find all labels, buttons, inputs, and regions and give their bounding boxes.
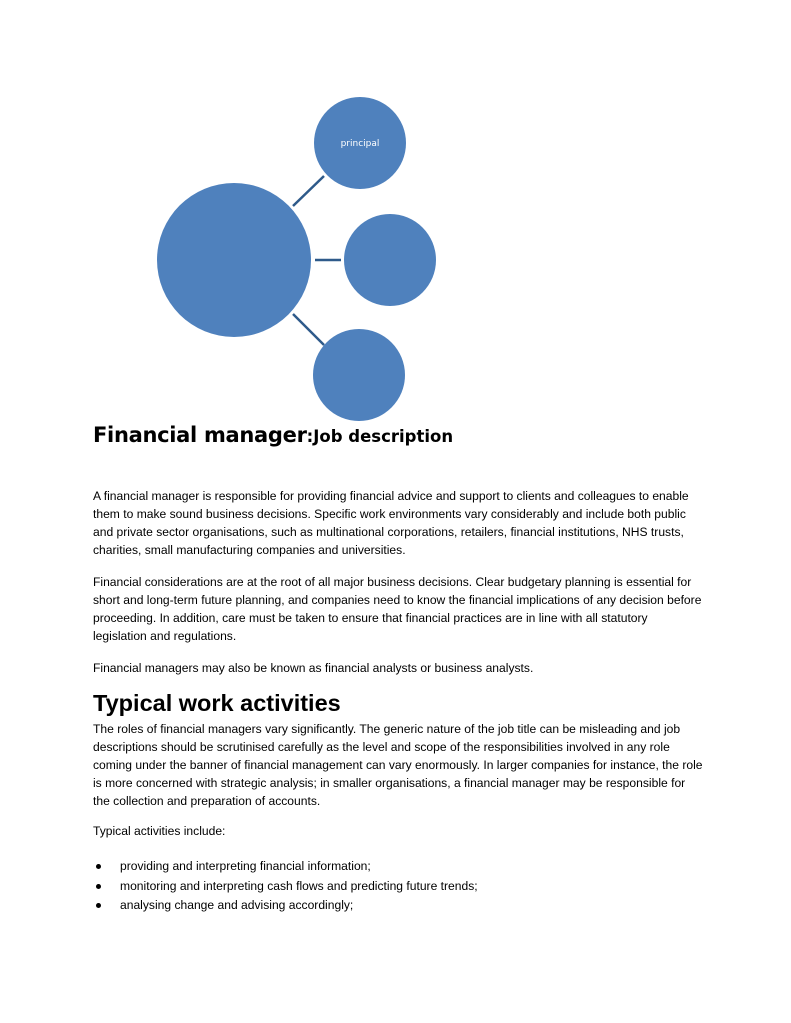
list-item: [93, 857, 703, 877]
page-title: [93, 423, 453, 447]
intro-paragraph: A financial manager is responsible for providing financial advice and support to clients and colleagues to enable them to make sound business decisions. Specific work environments vary considerably and include both public and private sector organisations, such as multinational corporations, retailers, financial institutions, NHS trusts, charities, small manufacturing companies and universities.: [93, 489, 689, 557]
bullet-icon: [96, 864, 101, 869]
center-node: [157, 183, 311, 337]
roles-paragraph: The roles of financial managers vary significantly. The generic nature of the job title can be misleading and job descriptions should be scrutinised carefully as the level and scope of the responsibilities involved in any role coming under the banner of financial management can vary enormously. In larger companies for instance, the role is more concerned with strategic analysis; in smaller organisations, a financial manager may be responsible for the collection and preparation of accounts.: [93, 722, 703, 808]
activities-intro: Typical activities include:: [93, 824, 226, 838]
bullet-icon: [96, 903, 101, 908]
radial-diagram: [0, 0, 791, 430]
activities-list: [93, 857, 703, 916]
list-item-text: providing and interpreting financial information;: [120, 859, 371, 873]
bottom-node: [313, 329, 405, 421]
bullet-icon: [96, 884, 101, 889]
considerations-paragraph: Financial considerations are at the root of all major business decisions. Clear budgetary planning is essential for short and long-term future planning, and companies need to know the financial implications of any decision before proceeding. In addition, care must be taken to ensure that financial practices are in line with all statutory legislation and regulations.: [93, 575, 702, 643]
title-subtitle: :Job description: [306, 427, 454, 446]
list-item-text: analysing change and advising accordingly;: [120, 898, 354, 912]
list-item-text: monitoring and interpreting cash flows and predicting future trends;: [120, 878, 478, 893]
section-heading: Typical work activities: [93, 690, 341, 716]
list-item: [93, 877, 703, 897]
connector-top: [293, 176, 324, 206]
top-node-label: principal: [340, 139, 380, 149]
alt-titles-paragraph: Financial managers may also be known as financial analysts or business analysts.: [93, 661, 534, 675]
list-item: [93, 896, 703, 916]
middle-node: [344, 214, 436, 306]
connector-bottom: [293, 314, 324, 345]
title-main: Financial manager: [93, 423, 307, 447]
